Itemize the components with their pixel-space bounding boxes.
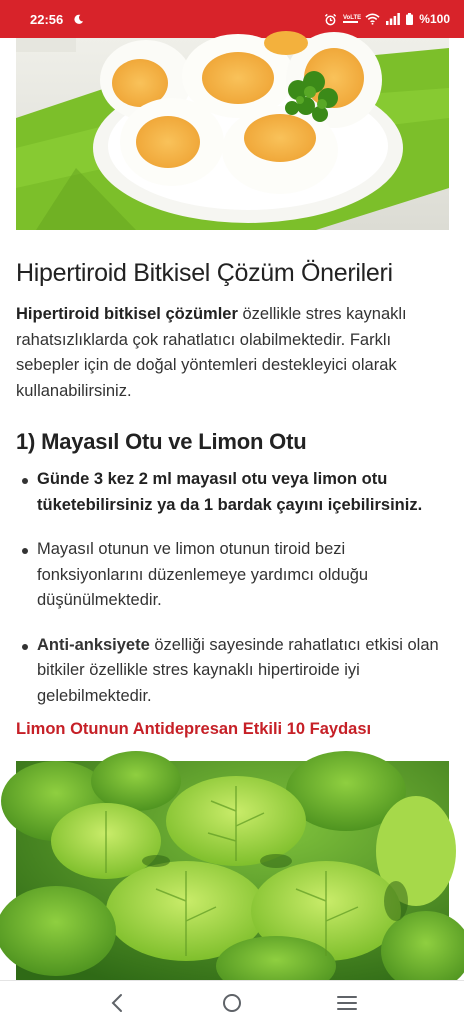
list-item-bold-text: Anti-anksiyete xyxy=(37,635,150,654)
intro-text: özellikle stres kaynaklı rahatsızlıklarda çok rahatlatıcı olabilmektedir. Farklı sebepler için de doğal yöntemleri destekleyici olarak kullanabilirsiniz. xyxy=(16,305,407,400)
section-title: Hipertiroid Bitkisel Çözüm Önerileri xyxy=(16,259,393,287)
back-icon[interactable] xyxy=(97,983,137,1023)
list-item-text: Mayasıl otunun ve limon otunun tiroid bezi fonksiyonlarını düzenlemeye yardımcı olduğu düşünülmektedir. xyxy=(37,540,369,609)
alarm-icon xyxy=(324,13,337,26)
list-item xyxy=(16,633,446,710)
list-item xyxy=(16,467,446,518)
home-icon[interactable] xyxy=(212,983,252,1023)
system-nav-bar xyxy=(0,980,464,1024)
list-item-text: özelliği sayesinde rahatlatıcı etkisi olan bitkiler özellikle stres kaynaklı hipertiroide iyi gelebilmektedir. xyxy=(37,635,439,705)
battery-level: %100 xyxy=(419,12,450,26)
related-article-link[interactable]: Limon Otunun Antidepresan Etkili 10 Faydası xyxy=(16,720,372,738)
article-content xyxy=(0,38,464,980)
intro-paragraph xyxy=(16,302,446,404)
svg-text:VoLTE: VoLTE xyxy=(343,15,362,21)
moon-icon xyxy=(73,14,84,25)
wifi-icon xyxy=(365,13,380,25)
lemon-balm-leaves-image xyxy=(16,761,449,980)
volte-icon xyxy=(343,13,362,25)
boiled-eggs-image xyxy=(16,38,449,230)
status-bar xyxy=(0,0,464,38)
menu-icon[interactable] xyxy=(327,983,367,1023)
list-item-text: Günde 3 kez 2 ml mayasıl otu veya limon otu tüketebilirsiniz ya da 1 bardak çayını içebilirsiniz. xyxy=(37,470,423,514)
intro-bold-text: Hipertiroid bitkisel çözümler xyxy=(16,305,238,323)
status-time: 22:56 xyxy=(30,11,64,27)
battery-icon xyxy=(406,13,413,25)
subsection-title: 1) Mayasıl Otu ve Limon Otu xyxy=(16,429,307,454)
bullet-list xyxy=(16,467,446,709)
signal-icon xyxy=(386,13,400,25)
list-item xyxy=(16,537,446,614)
